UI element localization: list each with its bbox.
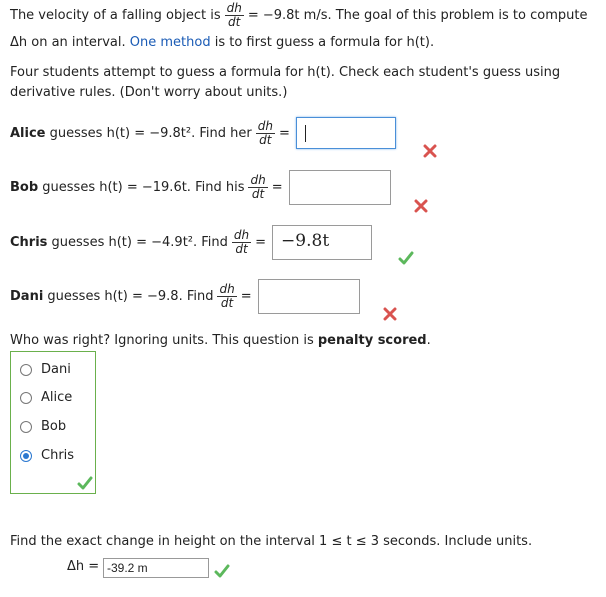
- radio-button-selected[interactable]: [20, 450, 32, 462]
- option-label: Alice: [41, 390, 73, 405]
- fraction-numerator: dh: [226, 1, 242, 15]
- instructions-line-1: Four students attempt to guess a formula for h(t). Check each student's guess using: [10, 65, 561, 80]
- equals-sign: =: [255, 235, 267, 250]
- dani-answer-input[interactable]: [258, 279, 360, 314]
- text-cursor: [305, 125, 306, 142]
- student-row-bob: [10, 170, 391, 205]
- intro-line-1-post: = −9.8t m/s. The goal of this problem is to compute: [247, 8, 588, 23]
- student-name: Chris: [10, 235, 48, 250]
- delta-h-label: Δh =: [67, 559, 100, 574]
- fraction-denominator: dt: [228, 15, 241, 29]
- instructions-line-2: derivative rules. (Don't worry about units.): [10, 85, 288, 100]
- derivative-fraction: $\frac{dh}{dt}$: [257, 118, 273, 147]
- student-guess: guesses h(t) = −4.9t². Find: [51, 235, 228, 250]
- radio-button[interactable]: [20, 364, 32, 376]
- delta-h-input[interactable]: [103, 558, 209, 578]
- chris-answer-value: −9.8t: [281, 231, 330, 251]
- question-post: .: [426, 333, 431, 348]
- alice-answer-input[interactable]: [296, 117, 396, 149]
- penalty-scored-label: penalty scored: [317, 333, 427, 348]
- derivative-fraction: $\frac{dh}{dt}$: [250, 173, 266, 201]
- student-row-chris: [10, 225, 372, 260]
- student-name: Bob: [10, 180, 39, 195]
- option-label: Bob: [41, 419, 67, 434]
- radio-button[interactable]: [20, 421, 32, 433]
- answer-choices-group: [10, 351, 96, 494]
- velocity-fraction: [225, 2, 244, 29]
- question-pre: Who was right? Ignoring units. This question is: [10, 333, 314, 348]
- option-label: Dani: [41, 362, 71, 377]
- intro-line-1: [10, 2, 587, 29]
- student-name: Alice: [10, 125, 46, 141]
- derivative-fraction: $\frac{dh}{dt}$: [233, 228, 250, 256]
- option-dani[interactable]: [20, 362, 71, 377]
- correct-check-icon: [214, 564, 230, 578]
- intro-line-2-pre: Δh on an interval.: [10, 35, 126, 50]
- option-label: Chris: [41, 448, 75, 463]
- option-alice[interactable]: [20, 390, 72, 405]
- equals-sign: =: [271, 180, 283, 195]
- student-guess: guesses h(t) = −19.6t. Find his: [42, 180, 245, 195]
- final-prompt: Find the exact change in height on the interval 1 ≤ t ≤ 3 seconds. Include units.: [10, 534, 533, 549]
- bob-answer-input[interactable]: [289, 170, 391, 205]
- intro-line-1-pre: The velocity of a falling object is: [10, 8, 221, 23]
- student-row-dani: [10, 279, 360, 314]
- derivative-fraction: $\frac{dh}{dt}$: [219, 282, 235, 310]
- incorrect-x-icon: [414, 199, 428, 213]
- question-text: [10, 333, 431, 348]
- intro-line-2: [10, 35, 434, 50]
- student-row-alice: [10, 117, 396, 149]
- student-guess: guesses h(t) = −9.8t². Find her: [49, 125, 252, 141]
- option-bob[interactable]: [20, 419, 66, 434]
- student-name: Dani: [10, 289, 44, 304]
- student-guess: guesses h(t) = −9.8. Find: [47, 289, 214, 304]
- option-chris[interactable]: [20, 448, 74, 463]
- chris-answer-input[interactable]: [272, 225, 372, 260]
- equals-sign: =: [278, 125, 290, 141]
- radio-button[interactable]: [20, 392, 32, 404]
- correct-check-icon: [77, 476, 93, 490]
- intro-line-2-post: is to first guess a formula for h(t).: [214, 35, 435, 50]
- equals-sign: =: [240, 289, 252, 304]
- incorrect-x-icon: [423, 144, 437, 158]
- one-method-link[interactable]: One method: [129, 35, 211, 50]
- correct-check-icon: [398, 251, 414, 265]
- incorrect-x-icon: [383, 307, 397, 321]
